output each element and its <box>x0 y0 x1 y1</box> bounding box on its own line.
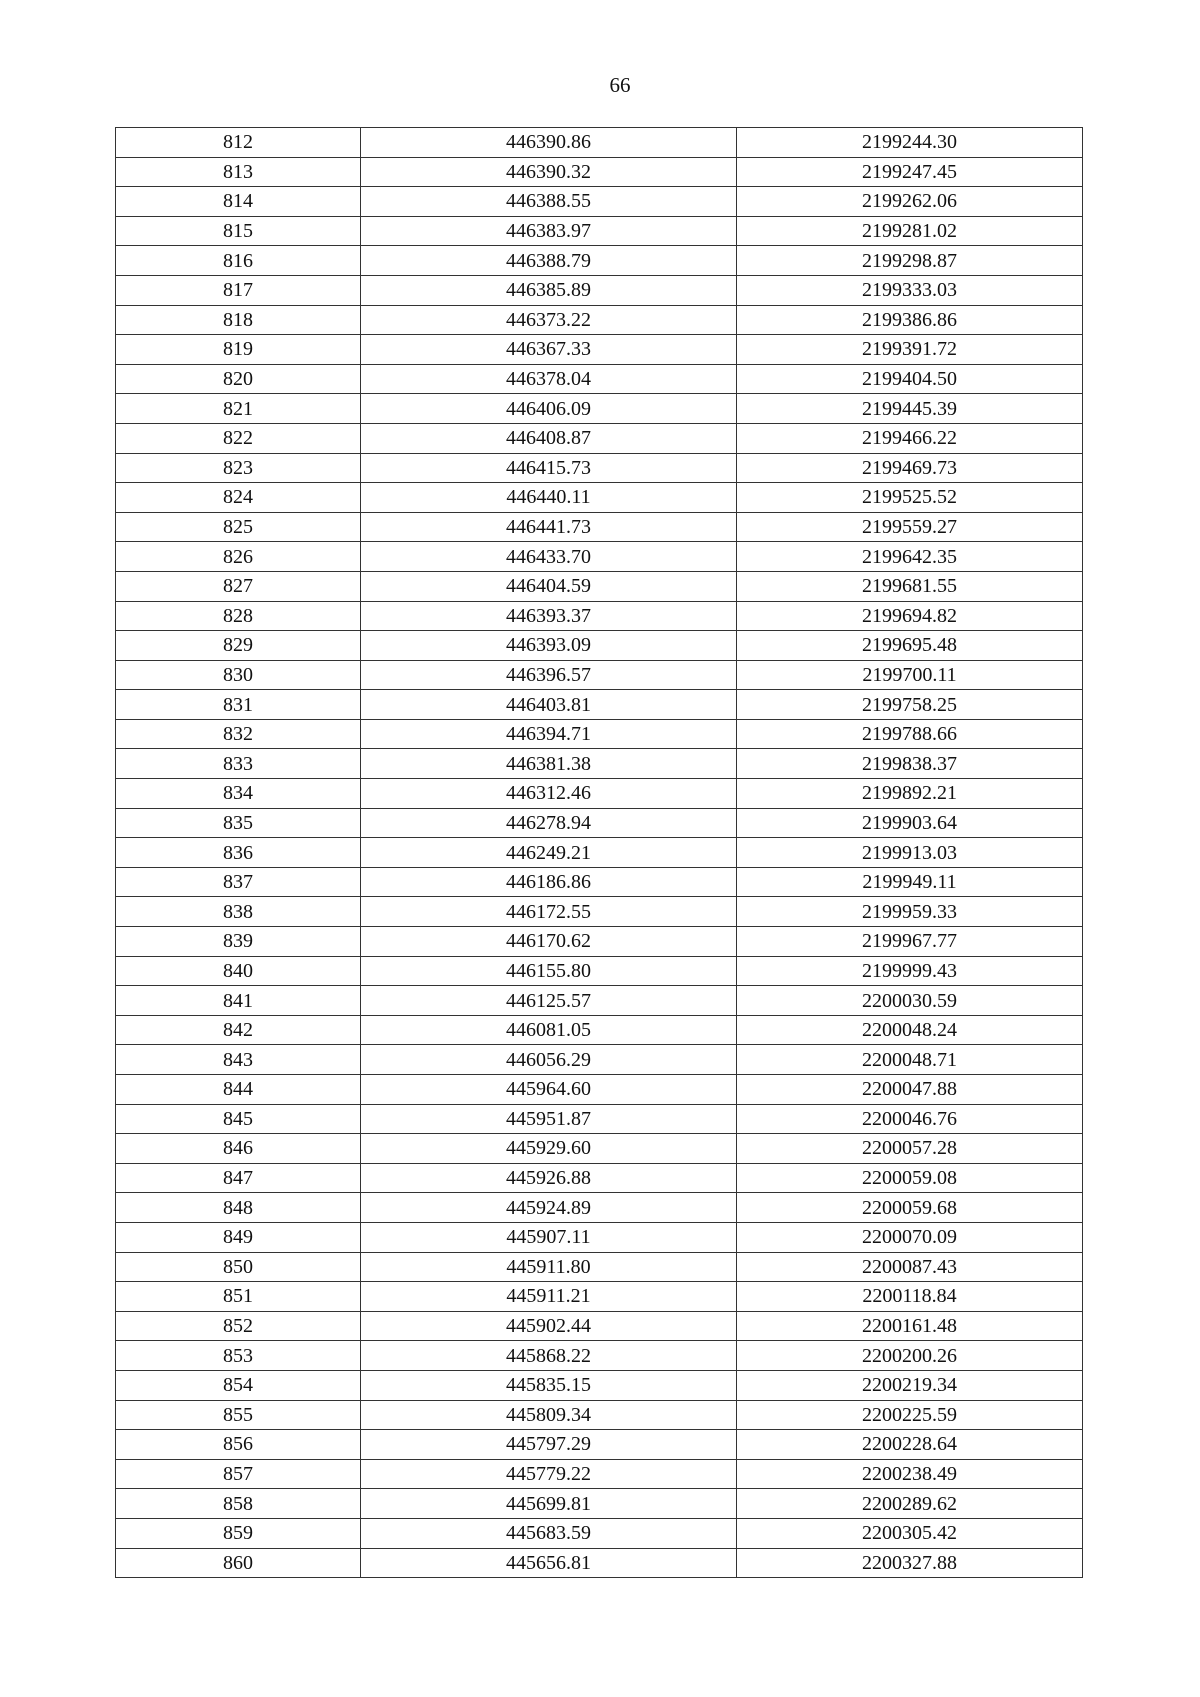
table-row <box>116 275 1083 305</box>
coordinates-table <box>115 127 1083 1578</box>
y-coordinate-cell: 2199262.06 <box>737 187 1083 217</box>
y-coordinate-cell: 2199838.37 <box>737 749 1083 779</box>
x-coordinate-cell: 446440.11 <box>361 483 737 513</box>
x-coordinate-cell: 446394.71 <box>361 719 737 749</box>
x-coordinate-cell: 445924.89 <box>361 1193 737 1223</box>
x-coordinate-cell: 446381.38 <box>361 749 737 779</box>
y-coordinate-cell: 2200327.88 <box>737 1548 1083 1578</box>
x-coordinate-cell: 446155.80 <box>361 956 737 986</box>
x-coordinate-cell: 446408.87 <box>361 423 737 453</box>
table-row <box>116 956 1083 986</box>
table-row <box>116 394 1083 424</box>
point-number-cell: 823 <box>116 453 361 483</box>
x-coordinate-cell: 445699.81 <box>361 1489 737 1519</box>
y-coordinate-cell: 2200047.88 <box>737 1075 1083 1105</box>
table-row <box>116 1341 1083 1371</box>
point-number-cell: 838 <box>116 897 361 927</box>
point-number-cell: 847 <box>116 1163 361 1193</box>
point-number-cell: 855 <box>116 1400 361 1430</box>
table-row <box>116 483 1083 513</box>
table-row <box>116 187 1083 217</box>
y-coordinate-cell: 2199949.11 <box>737 867 1083 897</box>
point-number-cell: 818 <box>116 305 361 335</box>
table-row <box>116 927 1083 957</box>
table-row <box>116 1311 1083 1341</box>
table-row <box>116 986 1083 1016</box>
y-coordinate-cell: 2200305.42 <box>737 1518 1083 1548</box>
y-coordinate-cell: 2199903.64 <box>737 808 1083 838</box>
x-coordinate-cell: 445907.11 <box>361 1222 737 1252</box>
y-coordinate-cell: 2199404.50 <box>737 364 1083 394</box>
y-coordinate-cell: 2200046.76 <box>737 1104 1083 1134</box>
table-row <box>116 305 1083 335</box>
x-coordinate-cell: 446186.86 <box>361 867 737 897</box>
x-coordinate-cell: 446404.59 <box>361 571 737 601</box>
x-coordinate-cell: 446278.94 <box>361 808 737 838</box>
x-coordinate-cell: 446390.32 <box>361 157 737 187</box>
point-number-cell: 860 <box>116 1548 361 1578</box>
y-coordinate-cell: 2199391.72 <box>737 335 1083 365</box>
x-coordinate-cell: 446390.86 <box>361 128 737 158</box>
point-number-cell: 834 <box>116 779 361 809</box>
point-number-cell: 812 <box>116 128 361 158</box>
point-number-cell: 850 <box>116 1252 361 1282</box>
x-coordinate-cell: 446373.22 <box>361 305 737 335</box>
x-coordinate-cell: 446393.09 <box>361 631 737 661</box>
x-coordinate-cell: 446081.05 <box>361 1015 737 1045</box>
y-coordinate-cell: 2200161.48 <box>737 1311 1083 1341</box>
point-number-cell: 821 <box>116 394 361 424</box>
table-row <box>116 1075 1083 1105</box>
point-number-cell: 853 <box>116 1341 361 1371</box>
point-number-cell: 857 <box>116 1459 361 1489</box>
table-row <box>116 1104 1083 1134</box>
y-coordinate-cell: 2199559.27 <box>737 512 1083 542</box>
x-coordinate-cell: 446172.55 <box>361 897 737 927</box>
x-coordinate-cell: 446056.29 <box>361 1045 737 1075</box>
point-number-cell: 831 <box>116 690 361 720</box>
y-coordinate-cell: 2200059.68 <box>737 1193 1083 1223</box>
y-coordinate-cell: 2200048.24 <box>737 1015 1083 1045</box>
y-coordinate-cell: 2200057.28 <box>737 1134 1083 1164</box>
y-coordinate-cell: 2199469.73 <box>737 453 1083 483</box>
page-number: 66 <box>609 73 631 97</box>
y-coordinate-cell: 2199466.22 <box>737 423 1083 453</box>
x-coordinate-cell: 445951.87 <box>361 1104 737 1134</box>
y-coordinate-cell: 2200228.64 <box>737 1430 1083 1460</box>
table-row <box>116 1163 1083 1193</box>
point-number-cell: 858 <box>116 1489 361 1519</box>
table-row <box>116 1548 1083 1578</box>
x-coordinate-cell: 446388.79 <box>361 246 737 276</box>
table-row <box>116 1252 1083 1282</box>
y-coordinate-cell: 2199700.11 <box>737 660 1083 690</box>
y-coordinate-cell: 2199681.55 <box>737 571 1083 601</box>
x-coordinate-cell: 445797.29 <box>361 1430 737 1460</box>
point-number-cell: 835 <box>116 808 361 838</box>
table-row <box>116 1282 1083 1312</box>
point-number-cell: 828 <box>116 601 361 631</box>
point-number-cell: 844 <box>116 1075 361 1105</box>
x-coordinate-cell: 446249.21 <box>361 838 737 868</box>
x-coordinate-cell: 446403.81 <box>361 690 737 720</box>
y-coordinate-cell: 2200289.62 <box>737 1489 1083 1519</box>
table-row <box>116 512 1083 542</box>
table-row <box>116 216 1083 246</box>
point-number-cell: 846 <box>116 1134 361 1164</box>
point-number-cell: 854 <box>116 1370 361 1400</box>
point-number-cell: 837 <box>116 867 361 897</box>
point-number-cell: 833 <box>116 749 361 779</box>
x-coordinate-cell: 446312.46 <box>361 779 737 809</box>
table-row <box>116 571 1083 601</box>
point-number-cell: 817 <box>116 275 361 305</box>
point-number-cell: 859 <box>116 1518 361 1548</box>
x-coordinate-cell: 445902.44 <box>361 1311 737 1341</box>
point-number-cell: 814 <box>116 187 361 217</box>
table-row <box>116 1489 1083 1519</box>
x-coordinate-cell: 445656.81 <box>361 1548 737 1578</box>
table-row <box>116 542 1083 572</box>
point-number-cell: 813 <box>116 157 361 187</box>
x-coordinate-cell: 445809.34 <box>361 1400 737 1430</box>
point-number-cell: 843 <box>116 1045 361 1075</box>
point-number-cell: 845 <box>116 1104 361 1134</box>
point-number-cell: 820 <box>116 364 361 394</box>
x-coordinate-cell: 446367.33 <box>361 335 737 365</box>
point-number-cell: 841 <box>116 986 361 1016</box>
table-row <box>116 1430 1083 1460</box>
table-row <box>116 1193 1083 1223</box>
point-number-cell: 851 <box>116 1282 361 1312</box>
point-number-cell: 832 <box>116 719 361 749</box>
table-row <box>116 779 1083 809</box>
y-coordinate-cell: 2199788.66 <box>737 719 1083 749</box>
x-coordinate-cell: 445926.88 <box>361 1163 737 1193</box>
table-row <box>116 749 1083 779</box>
table-row <box>116 631 1083 661</box>
table-row <box>116 364 1083 394</box>
x-coordinate-cell: 446385.89 <box>361 275 737 305</box>
y-coordinate-cell: 2199999.43 <box>737 956 1083 986</box>
table-row <box>116 1370 1083 1400</box>
table-row <box>116 838 1083 868</box>
point-number-cell: 825 <box>116 512 361 542</box>
table-row <box>116 453 1083 483</box>
point-number-cell: 848 <box>116 1193 361 1223</box>
point-number-cell: 830 <box>116 660 361 690</box>
point-number-cell: 826 <box>116 542 361 572</box>
table-row <box>116 335 1083 365</box>
y-coordinate-cell: 2200048.71 <box>737 1045 1083 1075</box>
point-number-cell: 829 <box>116 631 361 661</box>
y-coordinate-cell: 2200070.09 <box>737 1222 1083 1252</box>
point-number-cell: 842 <box>116 1015 361 1045</box>
x-coordinate-cell: 445779.22 <box>361 1459 737 1489</box>
y-coordinate-cell: 2199959.33 <box>737 897 1083 927</box>
point-number-cell: 822 <box>116 423 361 453</box>
y-coordinate-cell: 2199758.25 <box>737 690 1083 720</box>
table-row <box>116 128 1083 158</box>
point-number-cell: 819 <box>116 335 361 365</box>
y-coordinate-cell: 2200238.49 <box>737 1459 1083 1489</box>
y-coordinate-cell: 2200225.59 <box>737 1400 1083 1430</box>
table-row <box>116 601 1083 631</box>
y-coordinate-cell: 2200059.08 <box>737 1163 1083 1193</box>
table-row <box>116 1045 1083 1075</box>
table-row <box>116 1400 1083 1430</box>
x-coordinate-cell: 446383.97 <box>361 216 737 246</box>
table-row <box>116 867 1083 897</box>
x-coordinate-cell: 445683.59 <box>361 1518 737 1548</box>
x-coordinate-cell: 446433.70 <box>361 542 737 572</box>
x-coordinate-cell: 446378.04 <box>361 364 737 394</box>
y-coordinate-cell: 2199913.03 <box>737 838 1083 868</box>
table-row <box>116 1134 1083 1164</box>
point-number-cell: 815 <box>116 216 361 246</box>
table-row <box>116 1222 1083 1252</box>
y-coordinate-cell: 2199445.39 <box>737 394 1083 424</box>
table-row <box>116 690 1083 720</box>
x-coordinate-cell: 446393.37 <box>361 601 737 631</box>
y-coordinate-cell: 2200087.43 <box>737 1252 1083 1282</box>
x-coordinate-cell: 446441.73 <box>361 512 737 542</box>
y-coordinate-cell: 2199892.21 <box>737 779 1083 809</box>
table-row <box>116 808 1083 838</box>
x-coordinate-cell: 446415.73 <box>361 453 737 483</box>
x-coordinate-cell: 445929.60 <box>361 1134 737 1164</box>
point-number-cell: 856 <box>116 1430 361 1460</box>
table-row <box>116 1518 1083 1548</box>
table-row <box>116 246 1083 276</box>
table-row <box>116 719 1083 749</box>
x-coordinate-cell: 445835.15 <box>361 1370 737 1400</box>
y-coordinate-cell: 2200118.84 <box>737 1282 1083 1312</box>
table-row <box>116 157 1083 187</box>
point-number-cell: 824 <box>116 483 361 513</box>
y-coordinate-cell: 2199298.87 <box>737 246 1083 276</box>
table-row <box>116 897 1083 927</box>
y-coordinate-cell: 2199967.77 <box>737 927 1083 957</box>
table-row <box>116 1459 1083 1489</box>
y-coordinate-cell: 2199642.35 <box>737 542 1083 572</box>
y-coordinate-cell: 2200200.26 <box>737 1341 1083 1371</box>
y-coordinate-cell: 2199247.45 <box>737 157 1083 187</box>
x-coordinate-cell: 445911.80 <box>361 1252 737 1282</box>
x-coordinate-cell: 445868.22 <box>361 1341 737 1371</box>
x-coordinate-cell: 446125.57 <box>361 986 737 1016</box>
y-coordinate-cell: 2199333.03 <box>737 275 1083 305</box>
table-body <box>116 128 1083 1578</box>
point-number-cell: 840 <box>116 956 361 986</box>
y-coordinate-cell: 2199386.86 <box>737 305 1083 335</box>
x-coordinate-cell: 445911.21 <box>361 1282 737 1312</box>
y-coordinate-cell: 2199695.48 <box>737 631 1083 661</box>
point-number-cell: 827 <box>116 571 361 601</box>
y-coordinate-cell: 2200219.34 <box>737 1370 1083 1400</box>
y-coordinate-cell: 2200030.59 <box>737 986 1083 1016</box>
x-coordinate-cell: 446396.57 <box>361 660 737 690</box>
y-coordinate-cell: 2199281.02 <box>737 216 1083 246</box>
point-number-cell: 849 <box>116 1222 361 1252</box>
point-number-cell: 836 <box>116 838 361 868</box>
x-coordinate-cell: 446406.09 <box>361 394 737 424</box>
table-row <box>116 660 1083 690</box>
point-number-cell: 852 <box>116 1311 361 1341</box>
point-number-cell: 816 <box>116 246 361 276</box>
y-coordinate-cell: 2199694.82 <box>737 601 1083 631</box>
x-coordinate-cell: 446170.62 <box>361 927 737 957</box>
x-coordinate-cell: 445964.60 <box>361 1075 737 1105</box>
x-coordinate-cell: 446388.55 <box>361 187 737 217</box>
point-number-cell: 839 <box>116 927 361 957</box>
y-coordinate-cell: 2199244.30 <box>737 128 1083 158</box>
table-row <box>116 423 1083 453</box>
y-coordinate-cell: 2199525.52 <box>737 483 1083 513</box>
table-row <box>116 1015 1083 1045</box>
